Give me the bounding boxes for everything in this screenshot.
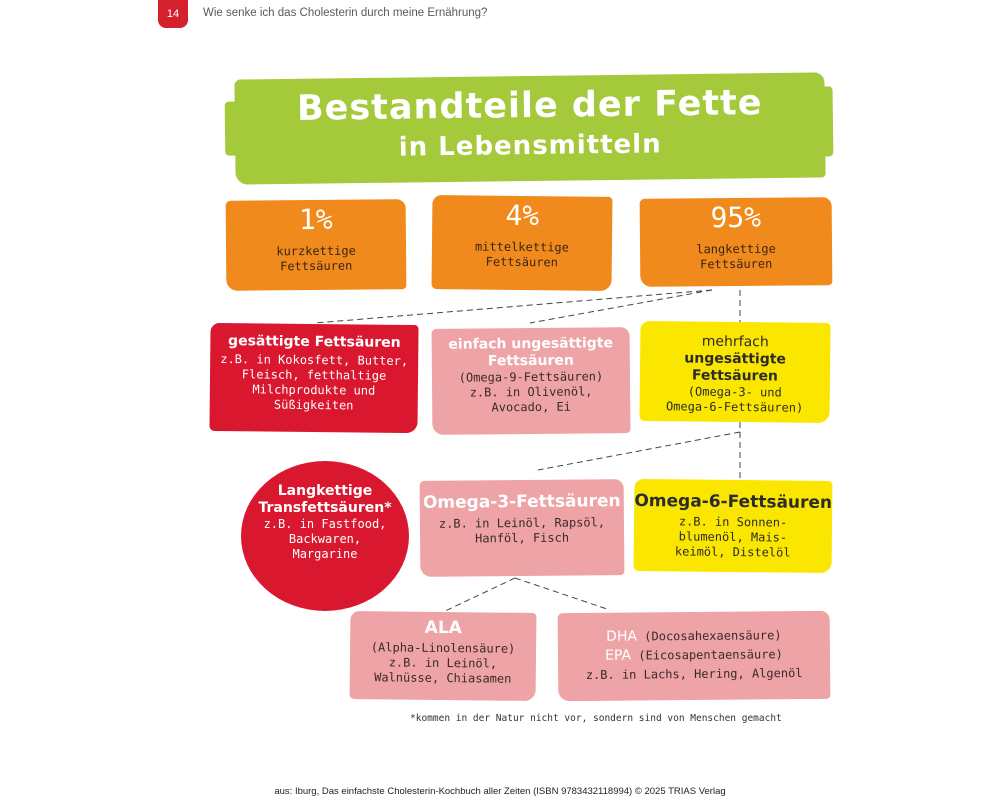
dha-epa-box xyxy=(558,611,831,701)
short-chain-percent: 1% xyxy=(298,202,333,237)
trans-line-2: Backwaren, xyxy=(288,532,362,546)
trans-fat-circle xyxy=(241,461,409,611)
mono-line-3: Avocado, Ei xyxy=(491,399,572,415)
ala-line-2: z.B. in Leinöl, xyxy=(388,655,498,671)
dha-text: (Docosahexaensäure) xyxy=(644,628,782,644)
saturated-line-2: Fleisch, fetthaltige xyxy=(241,367,387,383)
mono-heading-1: einfach ungesättigte xyxy=(448,335,614,353)
saturated-line-4: Süßigkeiten xyxy=(273,397,354,413)
dha-epa-sources: z.B. in Lachs, Hering, Algenöl xyxy=(585,666,803,682)
saturated-line-1: z.B. in Kokosfett, Butter, xyxy=(220,352,409,368)
page-number-badge: 14 xyxy=(158,0,188,28)
omega6-line-3: keimöl, Distelöl xyxy=(674,544,791,560)
poly-heading-1: mehrfach xyxy=(701,333,769,351)
omega6-heading: Omega-6-Fettsäuren xyxy=(634,490,833,514)
omega3-line-1: z.B. in Leinöl, Rapsöl, xyxy=(438,515,606,531)
omega3-line-2: Hanföl, Fisch xyxy=(475,530,570,546)
short-chain-box xyxy=(226,199,407,291)
poly-line-1: (Omega-3- und xyxy=(687,384,782,400)
omega3-heading: Omega-3-Fettsäuren xyxy=(422,491,621,513)
source-credit: aus: Iburg, Das einfachste Cholesterin-Kochbuch aller Zeiten (ISBN 9783432118994) © 2025 TRIAS Verlag xyxy=(274,786,726,797)
epa-row xyxy=(558,646,830,665)
main-title-line2: in Lebensmitteln xyxy=(398,129,662,163)
trans-line-1: z.B. in Fastfood, xyxy=(263,517,387,531)
trans-heading-2: Transfettsäuren* xyxy=(258,500,392,516)
omega3-box xyxy=(420,479,625,577)
footnote: *kommen in der Natur nicht vor, sondern sind von Menschen gemacht xyxy=(410,713,782,724)
long-chain-box xyxy=(640,197,833,287)
poly-unsaturated-box xyxy=(639,321,830,423)
long-chain-label-2: Fettsäuren xyxy=(700,256,773,272)
saturated-line-3: Milchprodukte und xyxy=(252,382,376,398)
medium-chain-box xyxy=(432,195,613,291)
short-chain-label-1: kurzkettige xyxy=(276,243,356,259)
medium-chain-label-2: Fettsäuren xyxy=(485,254,558,270)
trans-heading-1: Langkettige xyxy=(277,483,373,499)
ala-heading: ALA xyxy=(424,617,462,639)
dha-row xyxy=(558,627,830,646)
dha-label: DHA xyxy=(606,628,638,645)
saturated-heading: gesättigte Fettsäuren xyxy=(228,333,401,351)
connector-omega3-to-ala xyxy=(443,578,515,612)
long-chain-percent: 95% xyxy=(710,200,762,235)
title-banner xyxy=(234,72,825,184)
trans-line-3: Margarine xyxy=(292,547,358,561)
running-header-title: Wie senke ich das Cholesterin durch meine Ernährung? xyxy=(203,7,488,19)
omega6-box xyxy=(634,479,833,573)
connector-long-to-mono xyxy=(530,290,712,323)
saturated-box xyxy=(209,323,418,433)
connector-poly-to-omega3 xyxy=(538,432,740,470)
ala-line-3: Walnüsse, Chiasamen xyxy=(374,670,512,686)
mono-line-1: (Omega-9-Fettsäuren) xyxy=(458,369,604,385)
omega6-line-2: blumenöl, Mais- xyxy=(678,529,788,545)
connector-omega3-to-dha xyxy=(515,578,610,610)
connector-long-to-saturated xyxy=(315,290,712,323)
ala-box xyxy=(350,611,537,701)
omega6-line-1: z.B. in Sonnen- xyxy=(678,514,788,530)
poly-line-2: Omega-6-Fettsäuren) xyxy=(665,399,804,415)
mono-line-2: z.B. in Olivenöl, xyxy=(469,384,593,400)
long-chain-label-1: langkettige xyxy=(696,241,776,257)
medium-chain-label-1: mittelkettige xyxy=(474,239,569,255)
epa-text: (Eicosapentaensäure) xyxy=(638,647,783,663)
ala-line-1: (Alpha-Linolensäure) xyxy=(370,640,516,656)
main-title-line1: Bestandteile der Fette xyxy=(296,83,763,129)
poly-heading-2: ungesättigte Fettsäuren xyxy=(684,350,787,385)
mono-unsaturated-box xyxy=(432,327,631,435)
epa-label: EPA xyxy=(605,647,632,664)
mono-heading-2: Fettsäuren xyxy=(487,352,574,370)
short-chain-label-2: Fettsäuren xyxy=(279,258,353,274)
medium-chain-percent: 4% xyxy=(505,198,540,233)
